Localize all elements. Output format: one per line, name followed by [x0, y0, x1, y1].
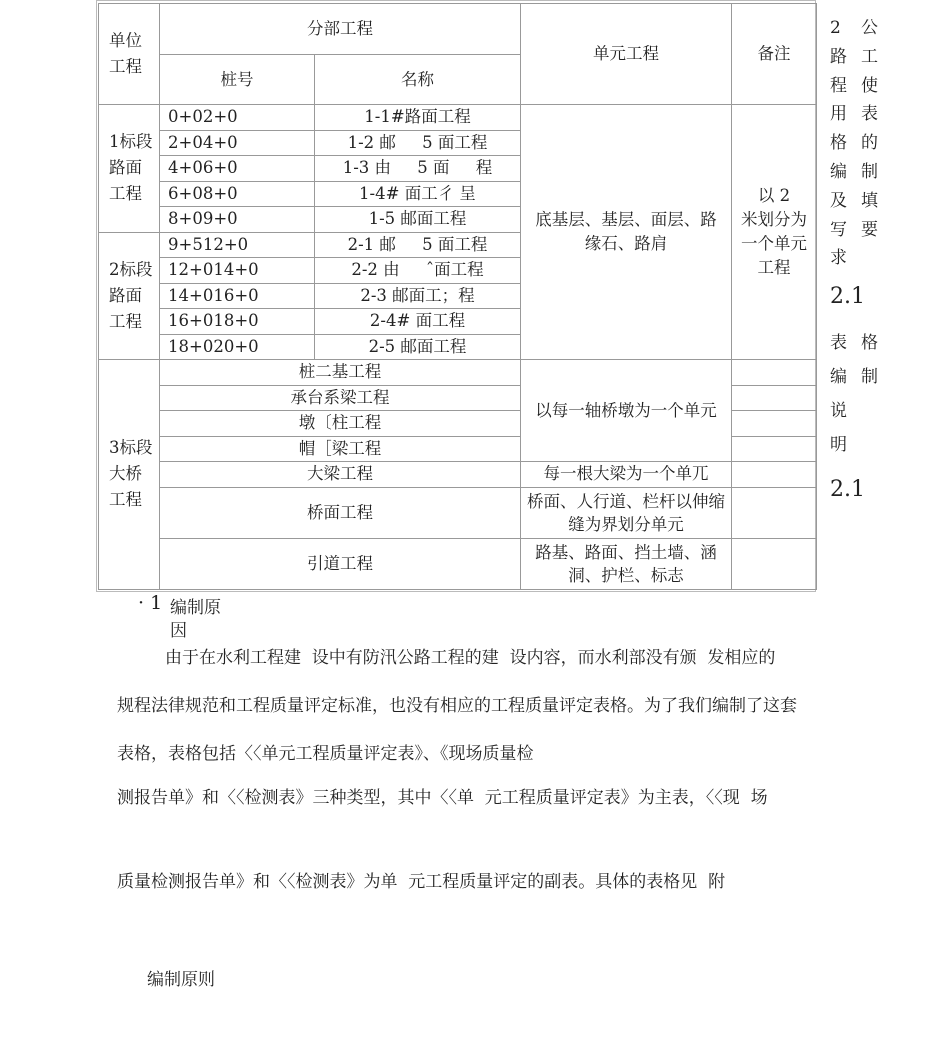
approach-unit-cell: 路基、路面、挡土墙、涵洞、护栏、标志 — [521, 538, 732, 589]
table-row-name: 1-4# 面工彳 呈 — [315, 181, 521, 207]
remark-empty — [732, 436, 817, 462]
remark-empty — [732, 360, 817, 386]
section-bullet: · 1 — [138, 592, 163, 614]
table-row-name: 1-3 由 5 面 程 — [315, 156, 521, 182]
table-row-pile: 0+02+0 — [160, 105, 315, 131]
table-row-name: 2-2 由 ˆ面工程 — [315, 258, 521, 284]
table-row-name: 桩二基工程 — [160, 360, 521, 386]
section2-label: 2标段 路面 工程 — [99, 232, 160, 360]
beam-unit-cell: 每一根大梁为一个单兀 — [521, 462, 732, 488]
paragraph-line: 表格，表格包括〈〈单元工程质量评定表》、《现场质量检 — [117, 744, 534, 764]
side-row: 格 的 — [830, 133, 878, 154]
paragraph-line: 测报告单》和〈〈检测表》三种类型，其中〈〈单 元工程质量评定表》为主表，〈〈现 场 — [117, 788, 768, 808]
table-row-pile: 18+020+0 — [160, 334, 315, 360]
deck-unit-cell: 桥面、人行道、栏杆以伸缩缝为界划分单元 — [521, 487, 732, 538]
table-row-name: 2-5 邮面工程 — [315, 334, 521, 360]
table-row-name: 2-3 邮面工；程 — [315, 283, 521, 309]
section3-label: 3标段 大桥 工程 — [99, 360, 160, 590]
header-remark: 备注 — [732, 4, 817, 105]
paragraph-line: 由于在水利工程建 设中有防汛公路工程的建 设内容，而水利部没有颁 发相应的 — [165, 648, 776, 668]
side-number: 2.1 — [830, 284, 865, 310]
table-row-pile: 2+04+0 — [160, 130, 315, 156]
header-pile: 桩号 — [160, 55, 315, 105]
section-heading: 编制原 — [170, 598, 221, 618]
side-row: 用 表 — [830, 104, 878, 125]
road-unit-cell: 底基层、基层、面层、路缘石、路肩 — [521, 105, 732, 360]
table-row-pile: 9+512+0 — [160, 232, 315, 258]
table-row-pile: 14+016+0 — [160, 283, 315, 309]
side-row: 表 格 — [830, 332, 878, 353]
table-row-name: 引道工程 — [160, 538, 521, 589]
table-row-name: 桥面工程 — [160, 487, 521, 538]
side-row: 求 — [830, 248, 847, 269]
remark-empty — [732, 487, 817, 538]
table-row-name: 1-5 邮面工程 — [315, 207, 521, 233]
remark-empty — [732, 411, 817, 437]
remark-empty — [732, 538, 817, 589]
remark-empty — [732, 385, 817, 411]
section1-label: 1标段 路面 工程 — [99, 105, 160, 233]
remark-empty — [732, 462, 817, 488]
paragraph-line: 规程法律规范和工程质量评定标准，也没有相应的工程质量评定表格。为了我们编制了这套 — [117, 696, 797, 716]
table-row-pile: 6+08+0 — [160, 181, 315, 207]
side-number: 2.1 — [830, 476, 865, 502]
table-row-name: 大梁工程 — [160, 462, 521, 488]
side-row: 编 制 — [830, 161, 878, 182]
table-row-name: 帽［梁工程 — [160, 436, 521, 462]
table-row-name: 墩〔柱工程 — [160, 411, 521, 437]
table-row-pile: 12+014+0 — [160, 258, 315, 284]
table-row-name: 2-4# 面工程 — [315, 309, 521, 335]
side-row: 说 — [830, 400, 847, 421]
side-row: 编 制 — [830, 366, 878, 387]
side-row: 程 使 — [830, 75, 878, 96]
side-row: 2 公 — [830, 18, 878, 38]
section-heading-continued: 因 — [170, 621, 187, 641]
header-unit-project: 单元工程 — [521, 4, 732, 105]
table-row-pile: 16+018+0 — [160, 309, 315, 335]
table-row-pile: 8+09+0 — [160, 207, 315, 233]
footer-heading: 编制原则 — [147, 970, 215, 990]
header-sub-project: 分部工程 — [160, 4, 521, 55]
header-name: 名称 — [315, 55, 521, 105]
table-row-name: 1-2 邮 5 面工程 — [315, 130, 521, 156]
side-row: 路 工 — [830, 46, 878, 67]
table-row-name: 1-1#路面工程 — [315, 105, 521, 131]
side-row: 明 — [830, 434, 847, 455]
road-remark-cell: 以 2 米划分为 一个单元 工程 — [732, 105, 817, 360]
header-unit: 单位 工程 — [99, 4, 160, 105]
side-row: 及 填 — [830, 190, 878, 211]
table-row-name: 2-1 邮 5 面工程 — [315, 232, 521, 258]
project-division-table — [98, 3, 817, 590]
table-row-pile: 4+06+0 — [160, 156, 315, 182]
side-heading-column — [830, 14, 880, 519]
side-row: 写 要 — [830, 219, 878, 240]
piers-unit-cell: 以每一轴桥墩为一个单元 — [521, 360, 732, 462]
paragraph-line: 质量检测报告单》和〈〈检测表》为单 元工程质量评定的副表。具体的表格见 附 — [117, 872, 726, 892]
table-row-name: 承台系梁工程 — [160, 385, 521, 411]
